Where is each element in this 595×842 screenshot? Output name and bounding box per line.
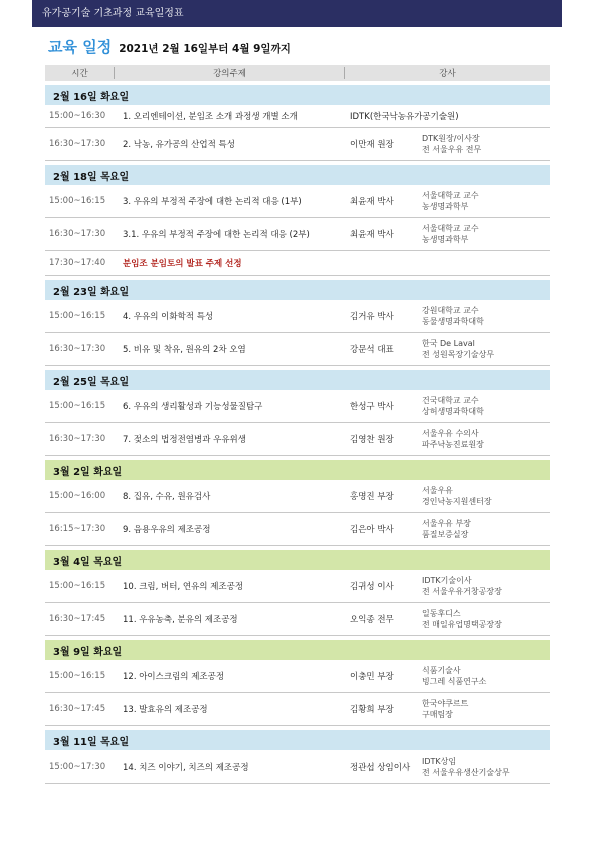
- lecturer-affiliation: [422, 665, 550, 687]
- lecturer-affiliation: [422, 428, 550, 450]
- table-row: [45, 185, 550, 218]
- day-header: 2월 18일 목요일: [45, 165, 550, 185]
- page-title-main: 교육 일정: [48, 38, 112, 56]
- affiliation-line: 구매팀장: [422, 710, 453, 719]
- day-header: 2월 25일 목요일: [45, 370, 550, 390]
- lecturer-affiliation: [422, 485, 550, 507]
- session-time: 16:30~17:45: [49, 614, 106, 624]
- session-topic: 3.1. 우유의 부정적 주장에 대한 논리적 대응 (2부): [123, 230, 310, 240]
- table-row: [45, 333, 550, 366]
- session-topic: 1. 오리엔테이션, 분임조 소개 과정생 개별 소개: [123, 112, 298, 122]
- affiliation-line: 서울우유: [422, 486, 453, 495]
- lecturer-affiliation: [422, 133, 550, 155]
- day-header: 3월 2일 화요일: [45, 460, 550, 480]
- affiliation-line: 강원대학교 교수: [422, 306, 479, 315]
- affiliation-line: DTK원장/이사장: [422, 134, 480, 143]
- affiliation-line: 식품기술사: [422, 666, 461, 675]
- session-time: 16:30~17:30: [49, 434, 106, 444]
- session-topic: 7. 젖소의 법정전염병과 우유위생: [123, 435, 246, 445]
- session-topic: 14. 치즈 이야기, 치즈의 제조공정: [123, 762, 249, 773]
- table-row: [45, 750, 550, 784]
- page-title-period: 2021년 2월 16일부터 4월 9일까지: [119, 43, 291, 55]
- session-time: 15:00~17:30: [49, 761, 106, 772]
- session-time: 16:30~17:30: [49, 229, 106, 239]
- table-row: [45, 693, 550, 726]
- day-header: 3월 4일 목요일: [45, 550, 550, 570]
- lecturer-name: 이만재 원장: [350, 140, 394, 150]
- page-title: [48, 36, 291, 58]
- day-header: 3월 11일 목요일: [45, 730, 550, 750]
- affiliation-line: 경인낙농지원센터장: [422, 497, 492, 506]
- session-time: 16:30~17:45: [49, 704, 106, 714]
- affiliation-line: 전 매일유업명택공장장: [422, 620, 502, 629]
- session-time: 16:30~17:30: [49, 344, 106, 354]
- lecturer-name: 최윤재 박사: [350, 230, 394, 240]
- session-time: 15:00~16:15: [49, 196, 106, 206]
- day-header: 3월 9일 화요일: [45, 640, 550, 660]
- table-row: [45, 390, 550, 423]
- lecturer-affiliation: [422, 575, 550, 597]
- session-topic: 12. 아이스크림의 제조공정: [123, 672, 225, 682]
- table-row: [45, 105, 550, 128]
- lecturer-name: 홍명진 부장: [350, 492, 394, 502]
- table-row: [45, 570, 550, 603]
- table-row: [45, 513, 550, 546]
- affiliation-line: 빙그레 식품연구소: [422, 677, 487, 686]
- session-time: 15:00~16:15: [49, 401, 106, 411]
- table-row: [45, 423, 550, 456]
- session-time: 16:15~17:30: [49, 524, 106, 534]
- column-header-topic: 강의주제: [115, 67, 345, 79]
- session-topic: 9. 음용우유의 제조공정: [123, 525, 211, 535]
- lecturer-name: IDTK(한국낙농유가공기술원): [350, 112, 459, 122]
- affiliation-line: 상허생명과학대학: [422, 407, 484, 416]
- table-header: [45, 65, 550, 81]
- affiliation-line: 일동후디스: [422, 609, 461, 618]
- lecturer-affiliation: [422, 223, 550, 245]
- table-row: [45, 480, 550, 513]
- session-topic: 3. 우유의 부정적 주장에 대한 논리적 대응 (1부): [123, 197, 302, 207]
- session-time: 15:00~16:30: [49, 111, 106, 121]
- session-time: 15:00~16:15: [49, 671, 106, 681]
- lecturer-name: 김황희 부장: [350, 705, 394, 715]
- lecturer-affiliation: [422, 518, 550, 540]
- session-topic: 11. 우유농축, 분유의 제조공정: [123, 615, 238, 625]
- lecturer-affiliation: [422, 338, 550, 360]
- lecturer-affiliation: [422, 698, 550, 720]
- session-topic: 5. 비유 및 착유, 원유의 2차 오염: [123, 345, 246, 355]
- session-topic: 10. 크림, 버터, 연유의 제조공정: [123, 582, 244, 592]
- lecturer-name: 한성구 박사: [350, 402, 394, 412]
- affiliation-line: 농생명과학부: [422, 235, 469, 244]
- affiliation-line: 동물생명과학대학: [422, 317, 484, 326]
- lecturer-name: 김거유 박사: [350, 312, 394, 322]
- session-topic: 4. 우유의 이화학적 특성: [123, 312, 214, 322]
- affiliation-line: 파주낙농진료원장: [422, 440, 484, 449]
- header-title: 유가공기술 기초과정 교육일정표: [42, 8, 184, 19]
- table-row: [45, 300, 550, 333]
- lecturer-name: 김은아 박사: [350, 525, 394, 535]
- column-header-lecturer: 강사: [439, 69, 456, 79]
- affiliation-line: 전 서울우유거창공장장: [422, 587, 502, 596]
- day-header: 2월 16일 화요일: [45, 85, 550, 105]
- lecturer-affiliation: [422, 756, 550, 778]
- lecturer-name: 강문석 대표: [350, 345, 394, 355]
- affiliation-line: IDTK상임: [422, 756, 457, 766]
- lecturer-name: 최윤재 박사: [350, 197, 394, 207]
- affiliation-line: 전 서울우유생산기술상무: [422, 767, 510, 777]
- affiliation-line: 한국야쿠르트: [422, 699, 469, 708]
- lecturer-name: 김영찬 원장: [350, 435, 394, 445]
- lecturer-name: 이충민 부장: [350, 672, 394, 682]
- affiliation-line: 농생명과학부: [422, 202, 469, 211]
- affiliation-line: 한국 De Laval: [422, 339, 475, 348]
- schedule-table: [45, 65, 550, 784]
- affiliation-line: 서울대학교 교수: [422, 191, 479, 200]
- table-row: [45, 218, 550, 251]
- lecturer-affiliation: [422, 190, 550, 212]
- affiliation-line: 전 서울우유 전무: [422, 145, 482, 154]
- affiliation-line: 건국대학교 교수: [422, 396, 479, 405]
- lecturer-name: 김귀성 이사: [350, 582, 394, 592]
- session-topic: 13. 발효유의 제조공정: [123, 705, 208, 715]
- table-row: [45, 603, 550, 636]
- lecturer-affiliation: [422, 608, 550, 630]
- lecturer-affiliation: [422, 305, 550, 327]
- session-topic: 2. 낙농, 유가공의 산업적 특성: [123, 140, 235, 150]
- table-row: [45, 251, 550, 276]
- affiliation-line: 서울우유 수의사: [422, 429, 479, 438]
- day-header: 2월 23일 화요일: [45, 280, 550, 300]
- session-time: 15:00~16:15: [49, 581, 106, 591]
- session-topic: 6. 우유의 생리활성과 기능성물질탐구: [123, 402, 263, 412]
- affiliation-line: 서울대학교 교수: [422, 224, 479, 233]
- table-row: [45, 128, 550, 161]
- affiliation-line: 전 성원목장기술상무: [422, 350, 495, 359]
- column-header-time: 시간: [45, 67, 115, 79]
- session-topic: 분임조 분임토의 발표 주제 선정: [123, 259, 242, 269]
- affiliation-line: IDTK기술이사: [422, 576, 472, 585]
- session-time: 15:00~16:15: [49, 311, 106, 321]
- session-time: 15:00~16:00: [49, 491, 106, 501]
- affiliation-line: 품질보증실장: [422, 530, 469, 539]
- lecturer-name: 오익종 전무: [350, 615, 394, 625]
- header-bar: [32, 0, 562, 27]
- affiliation-line: 서울우유 부장: [422, 519, 471, 528]
- session-time: 17:30~17:40: [49, 258, 106, 268]
- lecturer-affiliation: [422, 395, 550, 417]
- session-topic: 8. 집유, 수유, 원유검사: [123, 492, 211, 502]
- table-row: [45, 660, 550, 693]
- lecturer-name: 정관섭 상임이사: [350, 762, 411, 773]
- session-time: 16:30~17:30: [49, 139, 106, 149]
